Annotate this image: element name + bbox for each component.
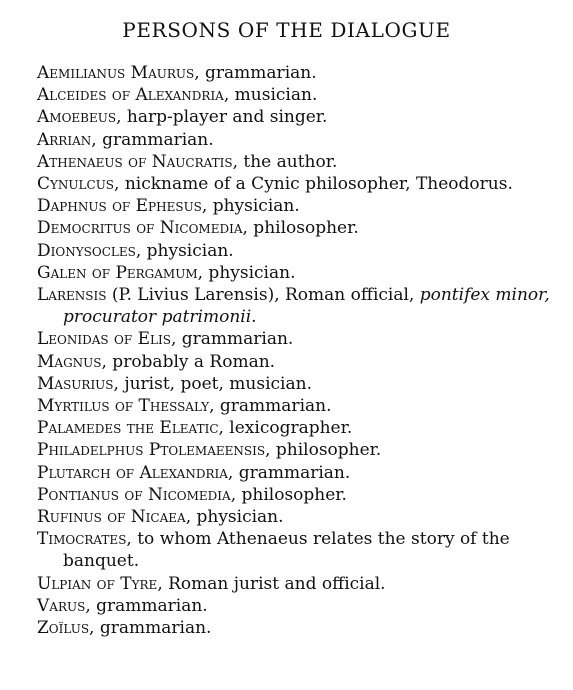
person-description: , philosopher. bbox=[230, 484, 347, 505]
person-entry bbox=[37, 573, 557, 595]
person-entry bbox=[37, 195, 557, 217]
person-description: , lexicographer. bbox=[218, 418, 353, 439]
person-description: (P. Livius Larensis), Roman official, bbox=[106, 285, 420, 306]
person-name: Palamedes the Eleatic bbox=[37, 418, 219, 439]
person-name: Leonidas of Elis bbox=[37, 329, 171, 350]
person-entry bbox=[37, 217, 557, 239]
person-description: , nickname of a Cynic philosopher, Theodorus. bbox=[114, 174, 513, 195]
person-description: , physician. bbox=[197, 262, 296, 283]
person-name: Galen of Pergamum bbox=[37, 262, 198, 283]
person-name: Plutarch of Alexandria bbox=[37, 462, 228, 483]
person-name: Masurius bbox=[37, 373, 114, 394]
person-description: , grammarian. bbox=[209, 396, 332, 417]
person-entry bbox=[37, 484, 557, 506]
person-description: , Roman jurist and official. bbox=[157, 573, 386, 594]
person-name: Ulpian of Tyre bbox=[37, 573, 158, 594]
person-description: , to whom Athenaeus relates the story of the banquet. bbox=[63, 529, 510, 572]
person-description: , harp-player and singer. bbox=[116, 107, 328, 128]
person-name: Magnus bbox=[37, 351, 102, 372]
person-entry bbox=[37, 284, 557, 328]
person-name: Myrtilus of Thessaly bbox=[37, 396, 210, 417]
page-title: PERSONS OF THE DIALOGUE bbox=[122, 18, 451, 42]
person-name: Dionysocles bbox=[37, 240, 136, 261]
person-name: Larensis bbox=[37, 285, 107, 306]
person-description: , grammarian. bbox=[91, 129, 214, 150]
person-entry bbox=[37, 173, 557, 195]
person-description: , grammarian. bbox=[170, 329, 294, 350]
person-name: Zoïlus bbox=[37, 618, 90, 639]
person-name: Rufinus of Nicaea bbox=[37, 507, 186, 528]
persons-list bbox=[37, 62, 557, 639]
person-description: , the author. bbox=[232, 151, 338, 172]
person-name: Varus bbox=[37, 595, 86, 616]
person-entry bbox=[37, 617, 557, 639]
person-entry bbox=[37, 106, 557, 128]
person-description-end: . bbox=[251, 307, 257, 328]
person-entry bbox=[37, 129, 557, 151]
person-description: , grammarian. bbox=[89, 618, 212, 639]
person-description: , physician. bbox=[185, 507, 284, 528]
person-description: , musician. bbox=[223, 85, 318, 106]
person-entry bbox=[37, 262, 557, 284]
person-description: , philosopher. bbox=[265, 440, 382, 461]
person-entry bbox=[37, 240, 557, 262]
person-name: Democritus of Nicomedia bbox=[37, 218, 243, 239]
person-entry bbox=[37, 62, 557, 84]
person-name: Alceides of Alexandria bbox=[37, 85, 224, 106]
person-name: Amoebeus bbox=[37, 107, 117, 128]
person-description: , philosopher. bbox=[242, 218, 359, 239]
person-name: Athenaeus of Naucratis bbox=[37, 151, 233, 172]
person-entry bbox=[37, 506, 557, 528]
person-entry bbox=[37, 595, 557, 617]
person-entry bbox=[37, 439, 557, 461]
person-description: , grammarian. bbox=[227, 462, 351, 483]
person-name: Philadelphus Ptolemaeensis bbox=[37, 440, 266, 461]
person-name: Timocrates bbox=[37, 529, 127, 550]
person-entry bbox=[37, 151, 557, 173]
person-description: , grammarian. bbox=[85, 595, 208, 616]
person-description: , probably a Roman. bbox=[101, 351, 276, 372]
person-description: , jurist, poet, musician. bbox=[113, 373, 312, 394]
person-entry bbox=[37, 351, 557, 373]
person-entry bbox=[37, 417, 557, 439]
person-name: Cynulcus bbox=[37, 174, 115, 195]
person-description-italic: pontifex minor, procurator patrimonii bbox=[63, 285, 550, 328]
person-description: , grammarian. bbox=[194, 63, 317, 83]
person-entry bbox=[37, 528, 557, 572]
person-name: Arrian bbox=[37, 129, 92, 150]
person-entry bbox=[37, 328, 557, 350]
person-description: , physician. bbox=[135, 240, 234, 261]
person-name: Daphnus of Ephesus bbox=[37, 196, 202, 217]
person-entry bbox=[37, 373, 557, 395]
person-entry bbox=[37, 395, 557, 417]
person-entry bbox=[37, 462, 557, 484]
person-description: , physician. bbox=[201, 196, 300, 217]
person-name: Pontianus of Nicomedia bbox=[37, 484, 231, 505]
person-name: Aemilianus Maurus bbox=[37, 63, 195, 83]
person-entry bbox=[37, 84, 557, 106]
